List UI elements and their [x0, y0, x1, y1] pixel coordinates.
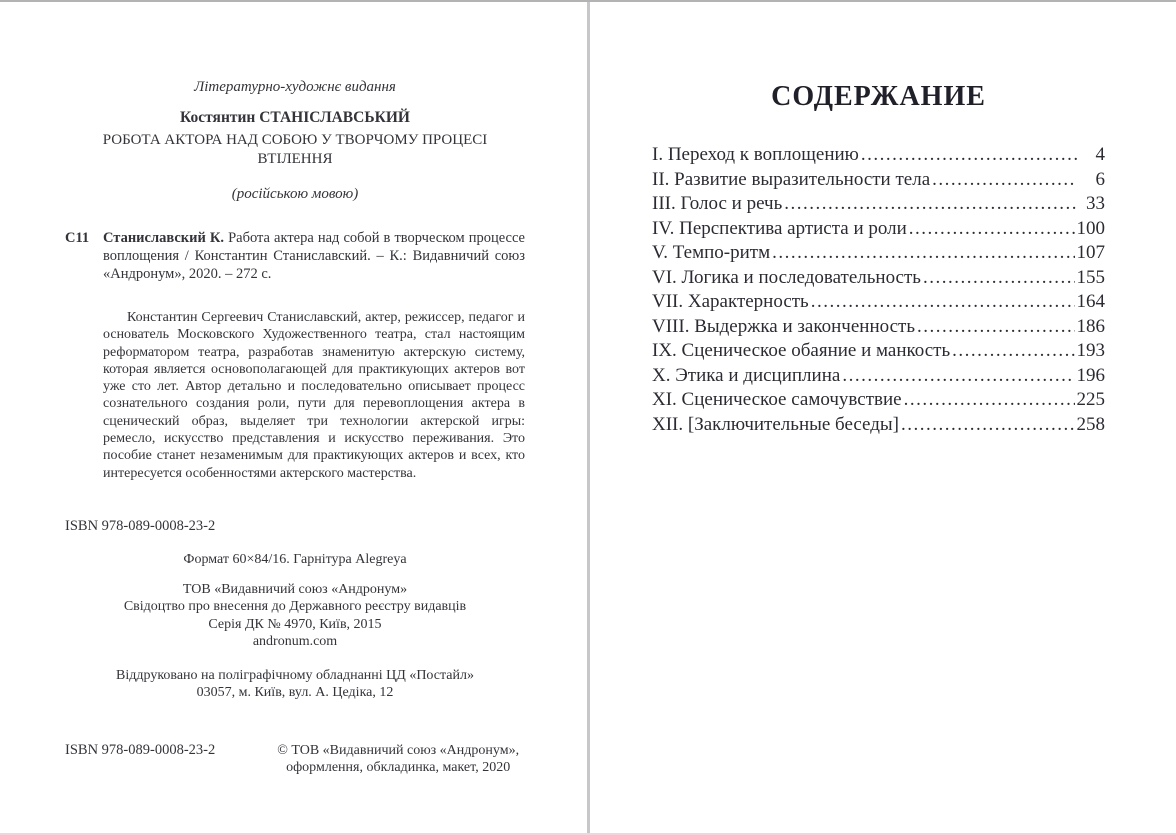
toc-entry-label: V. Темпо-ритм [652, 242, 771, 263]
edition-note: Літературно-художнє видання [194, 79, 396, 95]
copyright-line: оформлення, обкладинка, макет, 2020 [286, 760, 511, 776]
toc-entry-page: 164 [1076, 291, 1105, 312]
toc-entry [652, 290, 1105, 315]
dot-leader [917, 315, 1075, 340]
toc-entry [652, 192, 1105, 217]
book-title: РОБОТА АКТОРА НАД СОБОЮ У ТВОРЧОМУ ПРОЦЕСІ ВТІЛЕННЯ [102, 132, 488, 167]
toc-entry [652, 388, 1105, 413]
catalog-code: С11 [65, 230, 90, 246]
toc-entry-label: VII. Характерность [652, 291, 809, 312]
dot-leader [904, 388, 1075, 413]
toc-entry-label: VIII. Выдержка и законченность [652, 315, 915, 337]
annotation-paragraph: Константин Сергеевич Станиславский, актер, режиссер, педагог и основатель Московского Художественного театра, стал настоящим реформатором театра, разработав знаменитую актерскую систему, которая является основополагающей для практикующих актеров вот уже сто лет. Автор детально и последовательно описывает процесс сознательного создания роли, пути для перевоплощения актера в сценический образ, выделяет три технологии актерской игры: ремесло, искусство представления и искусство переживания. Это пособие станет незаменимым для практикующих актеров и всех, кто интересуется особенностями актерского мастерства. [103, 310, 525, 481]
dot-leader [811, 290, 1075, 315]
toc-entry-page: 4 [1095, 144, 1105, 165]
publisher-website: andronum.com [252, 634, 338, 650]
isbn-line-top: ISBN 978-089-0008-23-2 [65, 517, 216, 534]
printing-line: 03057, м. Київ, вул. А. Цедіка, 12 [196, 685, 394, 701]
isbn-line-bottom: ISBN 978-089-0008-23-2 [65, 741, 216, 758]
dot-leader [923, 266, 1075, 291]
publisher-line: Серія ДК № 4970, Київ, 2015 [208, 616, 382, 632]
toc-entry [652, 168, 1105, 193]
toc-entry-label: I. Переход к воплощению [652, 144, 859, 165]
format-line: Формат 60×84/16. Гарнітура Alegreya [183, 551, 407, 567]
toc-entry [652, 364, 1105, 389]
dot-leader [772, 241, 1074, 266]
publisher-line: ТОВ «Видавничий союз «Андронум» [182, 581, 408, 597]
catalog-rest: Работа актера над собой в творческом процессе воплощения / Константин Станиславский. – К.: Видавничий союз «Андронум», 2020. – 272 с. [103, 230, 525, 282]
toc-page [590, 2, 1176, 835]
printing-block [65, 667, 525, 702]
dot-leader [784, 192, 1077, 217]
toc-entry-page: 225 [1076, 389, 1105, 410]
toc-entry-label: III. Голос и речь [652, 193, 783, 214]
toc-entry-page: 6 [1095, 168, 1105, 190]
toc-entry [652, 241, 1105, 266]
toc-entry-label: IX. Сценическое обаяние и манкость [652, 340, 951, 361]
catalog-author: Станиславский К. [103, 230, 225, 246]
toc-entry-label: X. Этика и дисциплина [652, 364, 841, 386]
toc-entry-page: 107 [1076, 242, 1105, 263]
printing-line: Віддруковано на поліграфічному обладнанні ЦД «Постайл» [116, 667, 474, 683]
copyright-block [277, 742, 519, 777]
toc-entry-page: 258 [1076, 413, 1105, 435]
imprint-bottom-row [65, 742, 525, 777]
toc-entry-page: 33 [1086, 193, 1105, 214]
catalog-entry-text [103, 229, 525, 283]
toc-entry-label: VI. Логика и последовательность [652, 266, 921, 288]
imprint-page [0, 2, 587, 835]
toc-entry [652, 143, 1105, 168]
dot-leader [932, 168, 1077, 193]
publisher-line: Свідоцтво про внесення до Державного реєстру видавців [123, 599, 467, 615]
toc-entry-label: XII. [Заключительные беседы] [652, 413, 899, 435]
catalog-entry [65, 229, 525, 283]
toc-entry [652, 266, 1105, 291]
toc-entry-page: 196 [1076, 364, 1105, 386]
toc-entry-page: 100 [1076, 217, 1105, 239]
toc-entry-page: 155 [1076, 266, 1105, 288]
dot-leader [901, 413, 1075, 438]
toc-entry [652, 413, 1105, 438]
toc-entry [652, 315, 1105, 340]
toc-entry-page: 186 [1076, 315, 1105, 337]
toc-entry-label: IV. Перспектива артиста и роли [652, 217, 907, 239]
toc-entry-page: 193 [1076, 340, 1105, 361]
dot-leader [842, 364, 1074, 389]
toc-list [652, 143, 1105, 437]
publisher-block [65, 581, 525, 651]
toc-heading: СОДЕРЖАНИЕ [771, 81, 986, 112]
book-author: Костянтин СТАНІСЛАВСЬКИЙ [180, 109, 410, 126]
toc-entry-label: II. Развитие выразительности тела [652, 168, 931, 190]
toc-entry-label: XI. Сценическое самочувствие [652, 389, 902, 410]
language-note: (російською мовою) [231, 186, 359, 202]
dot-leader [952, 339, 1074, 364]
dot-leader [861, 143, 1077, 168]
toc-entry [652, 339, 1105, 364]
copyright-line: © ТОВ «Видавничий союз «Андронум», [277, 742, 520, 758]
toc-entry [652, 217, 1105, 242]
dot-leader [909, 217, 1075, 242]
